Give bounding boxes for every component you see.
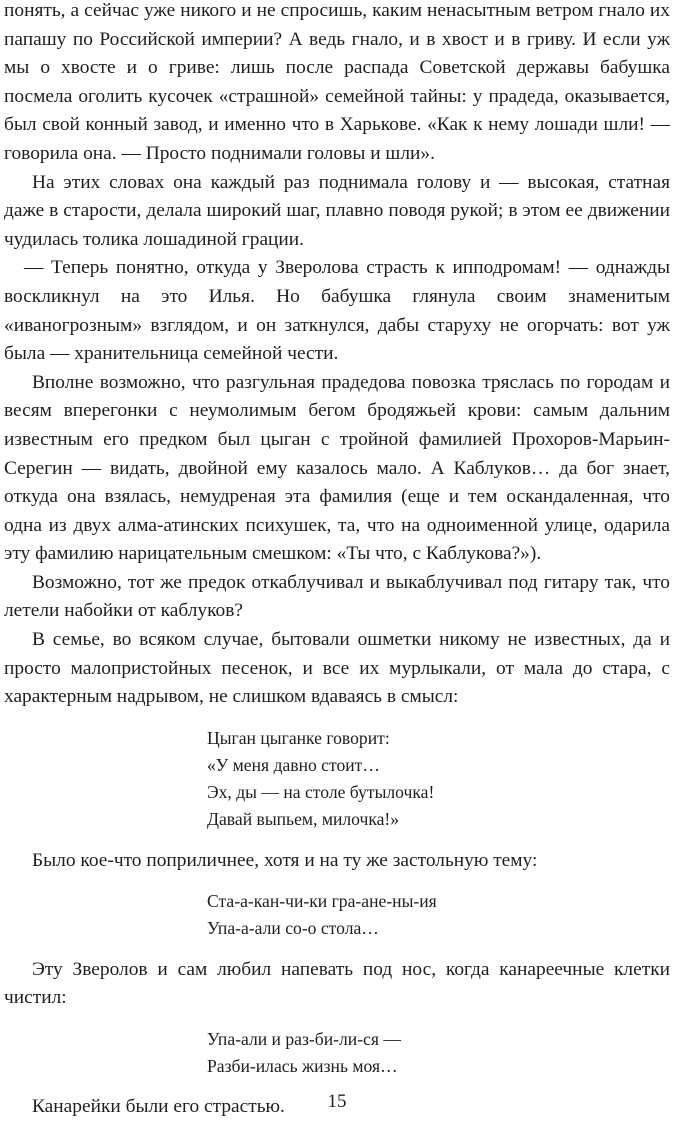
verse-broken-life-song [207,1026,670,1080]
verse-line: Разби-илась жизнь моя… [207,1056,398,1077]
paragraph-6: В семье, во всяком случае, бытовали ошметки никому не известных, да и просто малопристойных песенок, и все их мурлыкали, от мала до стара, с характерным надрывом, не слишком вдаваясь в смысл: [4,629,670,708]
verse-line: Цыган цыганке говорит: [207,727,390,748]
page-number: 15 [327,1091,347,1112]
verse-line: Эх, ды — на столе бутылочка! [207,782,435,803]
verse-line: Давай выпьем, милочка!» [207,809,400,830]
verse-line: Упа-а-али со-о стола… [207,918,379,939]
paragraph-3: — Теперь понятно, откуда у Зверолова страсть к ипподромам! — однажды воскликнул на это Илья. Но бабушка глянула своим знаменитым «иваногрозным» взглядом, и он заткнулся, дабы старуху не огорчать: вот уж была — хранительница семейной чести. [4,257,670,365]
verse-line: «У меня давно стоит… [207,755,380,776]
paragraph-2: На этих словах она каждый раз поднимала голову и — высокая, статная даже в старости, делала широкий шаг, плавно поводя рукой; в этом ее движении чудилась толика лошадиной грации. [4,171,670,250]
verse-gypsy-song [207,725,670,834]
paragraph-5: Возможно, тот же предок откаблучивал и выкаблучивал под гитару так, что летели набойки от каблуков? [4,571,670,622]
paragraph-7: Было кое-что поприличнее, хотя и на ту же застольную тему: [32,849,538,871]
paragraph-4: Вполне возможно, что разгульная прадедова повозка тряслась по городам и весям вперегонки с неумолимым бегом бродяжьей крови: самым дальним известным его предком был цыган с тройной фамилией Прохоров-Марьин-Серегин — видать, двойной ему казалось мало. А Каблуков… да бог знает, откуда она взялась, немудреная эта фамилия (еще и тем оскандаленная, что одна из двух алма-атинских психушек, та, что на одноименной улице, одарила эту фамилию нарицательным смешком: «Ты что, с Каблукова?»). [4,371,670,565]
verse-line: Упа-али и раз-би-ли-ся — [207,1028,401,1049]
verse-line: Ста-а-кан-чи-ки гра-ане-ны-ия [207,891,437,912]
verse-glasses-song [207,888,670,942]
paragraph-9: Канарейки были его страстью. [32,1096,285,1118]
book-page [4,0,670,1122]
paragraph-1: понять, а сейчас уже никого и не спросишь, каким ненасытным ветром гнало их папашу по Российской империи? А ведь гнало, и в хвост и в гриву. И если уж мы о хвосте и о гриве: лишь после распада Советской державы бабушка посмела оголить кусочек «страшной» семейной тайны: у прадеда, оказывается, был свой конный завод, и именно что в Харькове. «Как к нему лошади шли! — говорила она. — Просто поднимали головы и шли». [4,0,670,164]
paragraph-8: Эту Зверолов и сам любил напевать под нос, когда канареечные клетки чистил: [4,958,670,1009]
